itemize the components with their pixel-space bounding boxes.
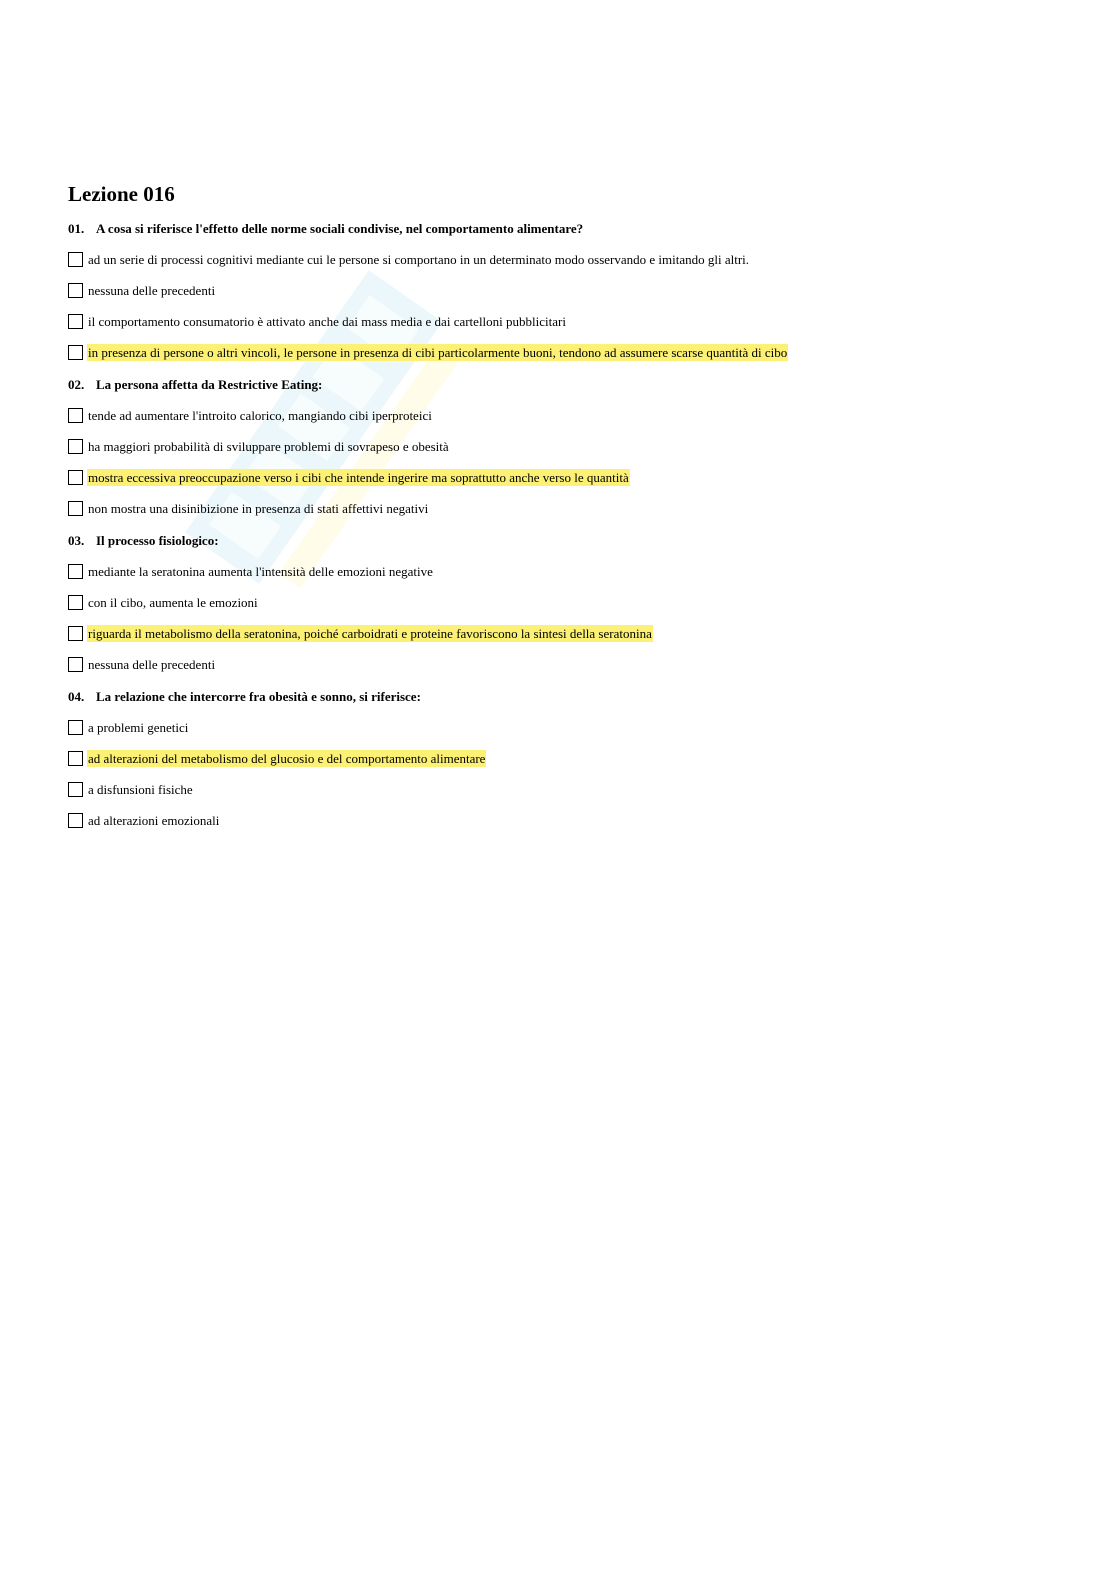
question-number: 02. [68,377,85,392]
answer-text-highlighted: mostra eccessiva preoccupazione verso i cibi che intende ingerire ma soprattutto anche verso le quantità [88,470,629,485]
answer-option[interactable] [68,281,1058,300]
answer-option[interactable] [68,562,1058,581]
answer-option[interactable] [68,811,1058,830]
answer-text: nessuna delle precedenti [88,283,216,298]
answer-checkbox[interactable] [68,657,83,672]
answer-text: con il cibo, aumenta le emozioni [88,595,258,610]
answer-option[interactable] [68,312,1058,331]
question-title [68,376,1058,394]
question-4 [68,688,1058,830]
answer-option[interactable] [68,718,1058,737]
answer-checkbox[interactable] [68,782,83,797]
question-title [68,688,1058,706]
question-3 [68,532,1058,674]
answer-option[interactable] [68,749,1058,768]
question-1 [68,220,1058,362]
question-title [68,532,1058,550]
answer-text-highlighted: riguarda il metabolismo della seratonina, poiché carboidrati e proteine favoriscono la sintesi della seratonina [88,626,652,641]
question-title [68,220,1058,238]
question-text: La persona affetta da Restrictive Eating: [96,377,323,392]
answer-text: mediante la seratonina aumenta l'intensità delle emozioni negative [88,564,433,579]
answer-checkbox[interactable] [68,408,83,423]
question-text: La relazione che intercorre fra obesità e sonno, si riferisce: [96,689,421,704]
answer-checkbox[interactable] [68,626,83,641]
answer-option[interactable] [68,468,1058,487]
question-list [68,220,1058,830]
answer-text: a disfunsioni fisiche [88,782,193,797]
question-2 [68,376,1058,518]
answer-checkbox[interactable] [68,501,83,516]
answer-option[interactable] [68,343,1058,362]
answer-option[interactable] [68,250,1058,269]
question-number: 04. [68,689,85,704]
answer-text: non mostra una disinibizione in presenza di stati affettivi negativi [88,501,429,516]
question-number: 03. [68,533,85,548]
answer-checkbox[interactable] [68,595,83,610]
answer-text: ha maggiori probabilità di sviluppare problemi di sovrapeso e obesità [88,439,449,454]
answer-checkbox[interactable] [68,439,83,454]
answer-text: nessuna delle precedenti [88,657,216,672]
answer-option[interactable] [68,593,1058,612]
question-number: 01. [68,221,85,236]
answer-option[interactable] [68,655,1058,674]
answer-text: tende ad aumentare l'introito calorico, mangiando cibi iperproteici [88,408,432,423]
answer-checkbox[interactable] [68,813,83,828]
answer-checkbox[interactable] [68,345,83,360]
question-text: Il processo fisiologico: [96,533,219,548]
answer-checkbox[interactable] [68,314,83,329]
answer-checkbox[interactable] [68,720,83,735]
answer-option[interactable] [68,780,1058,799]
answer-checkbox[interactable] [68,470,83,485]
answer-checkbox[interactable] [68,252,83,267]
answer-text-highlighted: ad alterazioni del metabolismo del glucosio e del comportamento alimentare [88,751,486,766]
answer-text-highlighted: in presenza di persone o altri vincoli, le persone in presenza di cibi particolarmente buoni, tendono ad assumere scarse quantità di cibo [88,345,788,360]
answer-checkbox[interactable] [68,283,83,298]
question-text: A cosa si riferisce l'effetto delle norme sociali condivise, nel comportamento alimentare? [96,221,584,236]
answer-text: il comportamento consumatorio è attivato anche dai mass media e dai cartelloni pubblicitari [88,314,566,329]
document-page [68,180,1058,844]
answer-text: a problemi genetici [88,720,189,735]
answer-text: ad un serie di processi cognitivi mediante cui le persone si comportano in un determinato modo osservando e imitando gli altri. [88,252,750,267]
answer-checkbox[interactable] [68,564,83,579]
answer-checkbox[interactable] [68,751,83,766]
lesson-title: Lezione 016 [68,182,175,206]
answer-option[interactable] [68,499,1058,518]
answer-option[interactable] [68,624,1058,643]
answer-option[interactable] [68,406,1058,425]
answer-text: ad alterazioni emozionali [88,813,220,828]
answer-option[interactable] [68,437,1058,456]
